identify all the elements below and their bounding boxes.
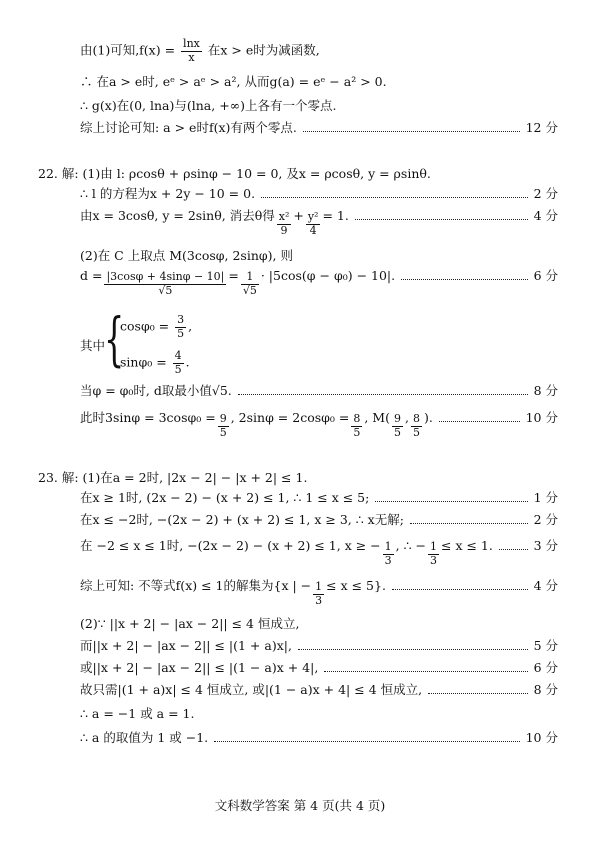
denominator: 5 [219, 425, 227, 439]
text: 在 −2 ≤ x ≤ 1时, −(2x − 2) − (x + 2) ≤ 1, x ≥ − [80, 538, 381, 553]
denominator: 4 [309, 223, 317, 237]
numerator: 1 [384, 540, 392, 553]
fraction [175, 314, 186, 340]
numerator: 9 [219, 412, 227, 425]
text-line-with-score [80, 490, 558, 506]
leader-dots [428, 693, 527, 694]
denominator: 3 [315, 593, 323, 607]
leader-dots [298, 649, 528, 650]
fraction [351, 413, 362, 439]
text: d = [80, 268, 103, 283]
brace-glyph: { [104, 305, 125, 373]
text: 或||x + 2| − |ax − 2|| ≤ |(1 − a)x + 4|, [80, 660, 319, 675]
fraction [173, 350, 184, 376]
score: 4 分 [533, 578, 558, 593]
score: 1 分 [533, 490, 558, 505]
text: ∴ l 的方程为x + 2y − 10 = 0. [80, 186, 256, 201]
denominator: 5 [412, 425, 420, 439]
case-line [120, 350, 190, 376]
text: 在x ≤ −2时, −(2x − 2) + (x + 2) ≤ 1, x ≥ 3, ∴ x无解; [80, 512, 404, 527]
leader-dots [439, 421, 520, 422]
denominator: 5 [177, 326, 185, 340]
text: 当φ = φ₀时, d取最小值√5. [80, 383, 232, 398]
text: , ∴ − [395, 538, 427, 553]
numerator: x² [278, 210, 290, 223]
fraction [104, 271, 226, 297]
text-line-with-score [80, 410, 558, 439]
leader-dots [238, 394, 528, 395]
text: 故只需|(1 + a)x| ≤ 4 恒成立, 或|(1 − a)x + 4| ≤ 4 恒成立, [80, 682, 423, 697]
score: 10 分 [525, 730, 558, 745]
text: 在x > e时为减函数, [207, 42, 320, 58]
numerator: lnx [183, 37, 200, 50]
score: 2 分 [533, 186, 558, 201]
leader-dots [303, 131, 520, 132]
denominator: √5 [242, 283, 257, 297]
page-footer: 文科数学答案 第 4 页(共 4 页) [214, 798, 386, 813]
text: ). [423, 410, 433, 425]
numerator: 9 [393, 412, 401, 425]
text: ≤ x ≤ 5}. [326, 578, 386, 593]
denominator: 5 [353, 425, 361, 439]
text: 综上可知: 不等式f(x) ≤ 1的解集为{x | − [80, 578, 312, 593]
leader-dots [324, 671, 527, 672]
score: 12 分 [525, 120, 558, 135]
denominator: x [188, 50, 195, 64]
score: 8 分 [533, 383, 558, 398]
fraction [411, 413, 422, 439]
numerator: 8 [412, 412, 420, 425]
text-line-with-score [80, 578, 558, 607]
leader-dots [214, 741, 519, 742]
denominator: 9 [280, 223, 288, 237]
score: 10 分 [525, 410, 558, 425]
text-line-with-score [80, 208, 558, 237]
score: 3 分 [533, 538, 558, 553]
leader-dots [410, 523, 528, 524]
denominator: √5 [158, 283, 173, 297]
fraction [306, 211, 321, 237]
text-line-with-score [80, 538, 558, 567]
text: sinφ₀ = [120, 354, 167, 370]
text-line-with-score [80, 638, 558, 654]
leader-dots [401, 279, 527, 280]
numerator: 4 [174, 349, 182, 362]
text: ≤ x ≤ 1. [441, 538, 493, 553]
text: 由(1)可知,f(x) = [80, 42, 176, 58]
score: 2 分 [533, 512, 558, 527]
text: = 1. [322, 208, 349, 223]
leader-dots [355, 219, 528, 220]
text-line-with-score [80, 268, 558, 297]
fraction [277, 211, 292, 237]
fraction [218, 413, 229, 439]
text-line-with-score [80, 512, 558, 528]
text: , 2sinφ = 2cosφ₀ = [230, 410, 350, 425]
denominator: 3 [430, 553, 438, 567]
text: , M( [364, 410, 390, 425]
denominator: 5 [393, 425, 401, 439]
text-line-with-score [80, 186, 558, 202]
q22-heading: 22. 解: (1)由 l: ρcosθ + ρsinφ − 10 = 0, 及x = ρcosθ, y = ρsinθ. [38, 166, 431, 181]
text-line-with-score [80, 660, 558, 676]
text: 由x = 3cosθ, y = 2sinθ, 消去θ得 [80, 208, 275, 223]
denominator: 5 [174, 362, 182, 376]
text: 此时3sinφ = 3cosφ₀ = [80, 410, 216, 425]
numerator: 1 [241, 271, 259, 285]
fraction [241, 271, 259, 297]
text: ∴ a 的取值为 1 或 −1. [80, 730, 209, 745]
text-line: ∴ 在a > e时, eᵉ > aᵉ > a², 从而g(a) = eᵉ − a² > 0. [80, 74, 387, 89]
text: cosφ₀ = [120, 318, 170, 334]
text-line-with-score [80, 120, 558, 136]
text: 其中 [80, 338, 106, 353]
text-line-with-score [80, 730, 558, 746]
leader-dots [392, 589, 528, 590]
leader-dots [499, 549, 528, 550]
fraction [428, 541, 439, 567]
numerator: 8 [353, 412, 361, 425]
fraction [181, 38, 202, 64]
numerator: 3 [177, 313, 185, 326]
leader-dots [375, 501, 527, 502]
text: + [293, 208, 304, 223]
text-line: ∴ g(x)在(0, lna)与(lna, +∞)上各有一个零点. [80, 98, 337, 113]
numerator: 1 [430, 540, 438, 553]
text: 在x ≥ 1时, (2x − 2) − (x + 2) ≤ 1, ∴ 1 ≤ x ≤ 5; [80, 490, 370, 505]
text-line: (2)∵ ||x + 2| − |ax − 2|| ≤ 4 恒成立, [80, 616, 300, 631]
denominator: 3 [384, 553, 392, 567]
text: 而||x + 2| − |ax − 2|| ≤ |(1 + a)x|, [80, 638, 292, 653]
q23-heading: 23. 解: (1)在a = 2时, |2x − 2| − |x + 2| ≤ 1. [38, 470, 308, 485]
fraction [383, 541, 394, 567]
text: . [185, 354, 190, 370]
numerator: |3cosφ + 4sinφ − 10| [106, 270, 225, 283]
fraction [313, 581, 324, 607]
score: 5 分 [533, 638, 558, 653]
score: 6 分 [533, 660, 558, 675]
text: , [188, 318, 193, 334]
score: 4 分 [533, 208, 558, 223]
text-line-with-score [80, 682, 558, 698]
text: , [404, 410, 409, 425]
text-line [80, 38, 320, 64]
text-line: ∴ a = −1 或 a = 1. [80, 706, 195, 721]
text-line-with-score [80, 383, 558, 399]
numerator: y² [307, 210, 319, 223]
score: 6 分 [533, 268, 558, 283]
leader-dots [261, 197, 528, 198]
text-line: (2)在 C 上取点 M(3cosφ, 2sinφ), 则 [80, 248, 293, 263]
text: = [228, 268, 239, 283]
score: 8 分 [533, 682, 558, 697]
text: · |5cos(φ − φ₀) − 10|. [260, 268, 396, 283]
fraction [392, 413, 403, 439]
text: 综上讨论可知: a > e时f(x)有两个零点. [80, 120, 297, 135]
numerator: 1 [315, 580, 323, 593]
case-line [120, 314, 192, 340]
